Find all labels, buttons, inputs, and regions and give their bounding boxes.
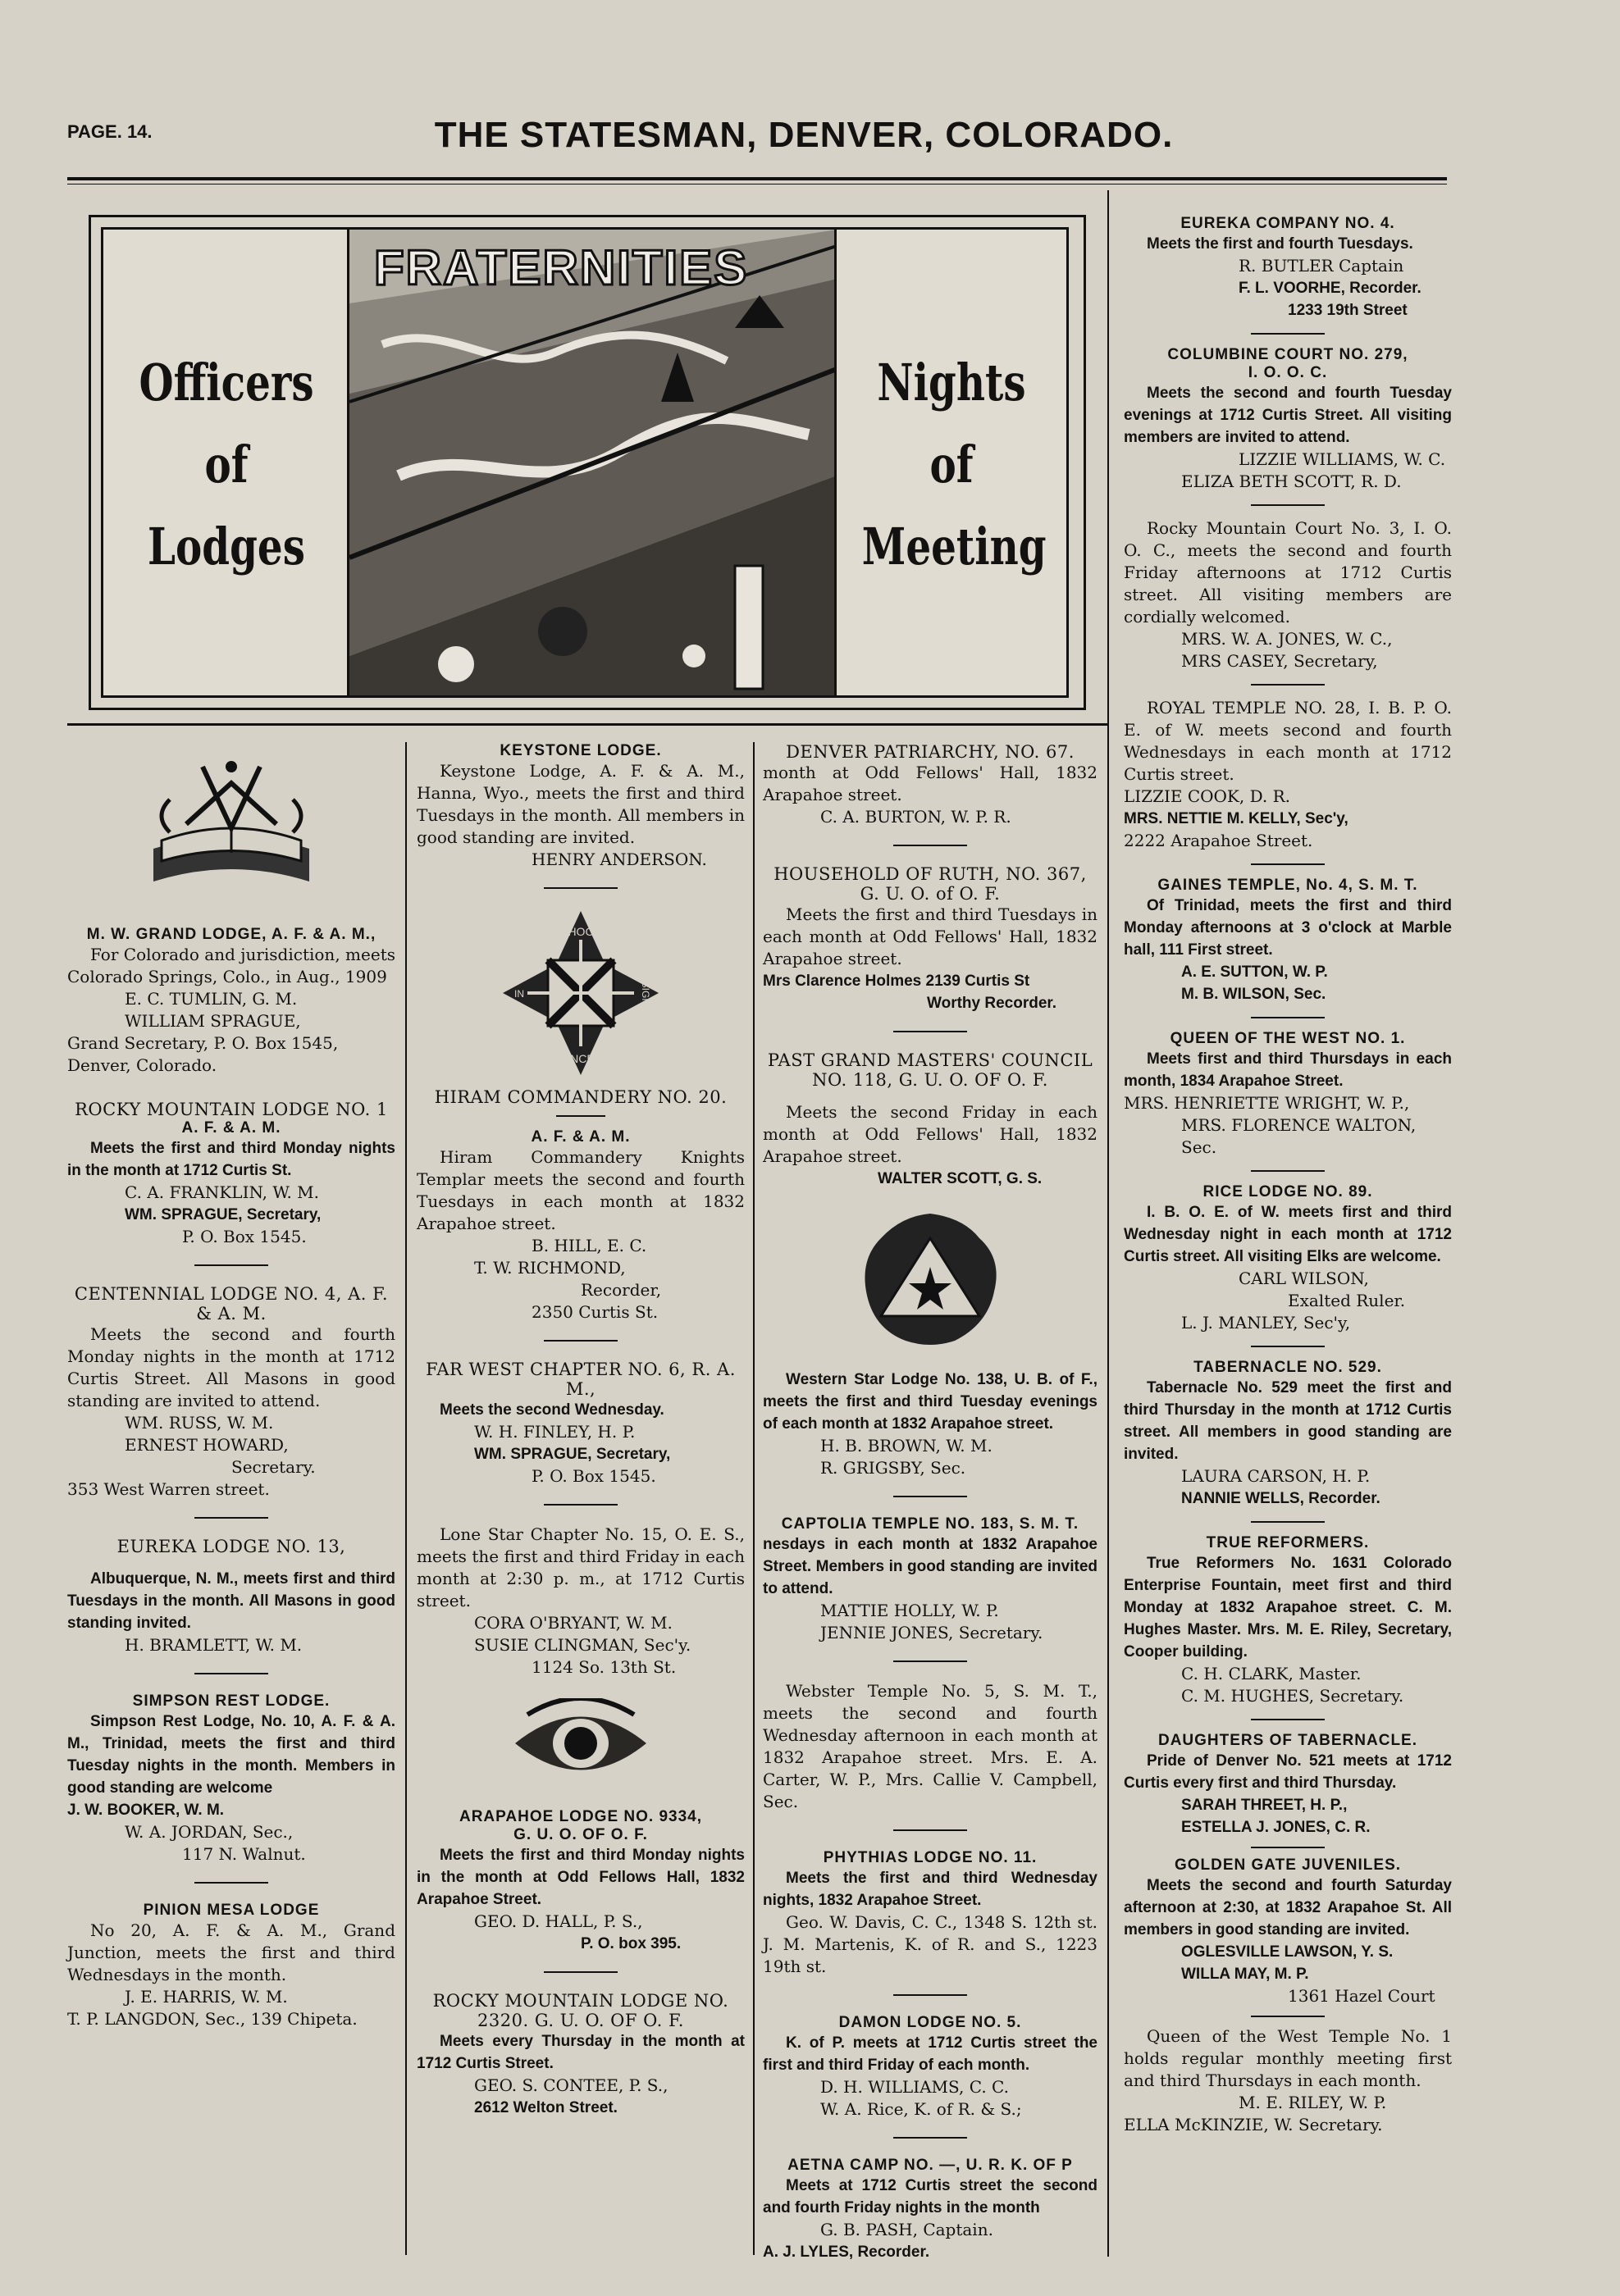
separator — [194, 1517, 268, 1519]
text-eureka-lodge: Albuquerque, N. M., meets first and third Tuesdays in the month. All Masons in good standing invited. — [67, 1570, 395, 1632]
sig-arapahoe-1: GEO. D. HALL, P. S., — [474, 1911, 643, 1931]
sig-captolia-2: JENNIE JONES, Secretary. — [820, 1623, 1043, 1642]
sig-golden-3: 1361 Hazel Court — [1288, 1986, 1435, 2006]
heading-past-grand-masters-2: NO. 118, G. U. O. OF O. F. — [812, 1070, 1048, 1090]
separator — [893, 1031, 967, 1032]
sig-simpson-2: W. A. JORDAN, Sec., — [125, 1822, 294, 1842]
separator — [544, 887, 618, 889]
text-royal-temple: ROYAL TEMPLE NO. 28, I. B. P. O. E. of W. meets second and fourth Wednesdays in each month at 1712 Curtis street. — [1124, 698, 1452, 784]
sig-queenwest-1: M. E. RILEY, W. P. — [1239, 2093, 1387, 2112]
separator — [1251, 2016, 1325, 2017]
text-gaines-temple: Of Trinidad, meets the first and third Monday afternoons at 3 o'clock at Marble hall, 111 First street. — [1124, 897, 1452, 959]
sig-queen-1: MRS. HENRIETTE WRIGHT, W. P., — [1124, 1093, 1410, 1113]
separator — [1251, 333, 1325, 335]
masthead-rule — [67, 177, 1447, 180]
sig-pastgm-1: WALTER SCOTT, G. S. — [878, 1170, 1043, 1187]
text-phythias-lodge-2: Geo. W. Davis, C. C., 1348 S. 12th st. J. M. Martenis, K. of R. and S., 1223 19th st. — [763, 1912, 1097, 1976]
sig-daughters-1: SARAH THREET, H. P., — [1181, 1797, 1348, 1814]
text-queen-of-the-west: Meets first and third Thursdays in each month, 1834 Arapahoe Street. — [1124, 1050, 1452, 1090]
sig-queen-2: MRS. FLORENCE WALTON, Sec. — [1181, 1115, 1417, 1157]
all-seeing-eye-icon — [511, 1698, 650, 1788]
text-denver-patriarchy: month at Odd Fellows' Hall, 1832 Arapahoe street. — [763, 763, 1097, 804]
sig-aetna-2: A. J. LYLES, Recorder. — [763, 2244, 930, 2261]
heading-pinion-mesa-lodge: PINION MESA LODGE — [143, 1902, 320, 1919]
heading-damon-lodge: DAMON LODGE NO. 5. — [838, 2014, 1022, 2031]
sig-true-1: C. H. CLARK, Master. — [1181, 1664, 1362, 1683]
heading-eureka-company: EUREKA COMPANY NO. 4. — [1180, 215, 1395, 232]
column-3 — [763, 742, 1097, 2263]
text-western-star-lodge: Western Star Lodge No. 138, U. B. of F., meets the first and third Tuesday evenings of each month at 1832 Arapahoe street. — [763, 1371, 1097, 1433]
heading-arapahoe-lodge-2: G. U. O. OF O. F. — [513, 1826, 648, 1843]
sig-rocky-3: P. O. Box 1545. — [182, 1227, 307, 1246]
text-rocky-mountain-court: Rocky Mountain Court No. 3, I. O. O. C., meets the second and fourth Friday afternoons at 1712 Curtis street. All visiting members are cordially welcomed. — [1124, 518, 1452, 626]
masonic-bible-icon — [137, 750, 326, 906]
sig-western-1: H. B. BROWN, W. M. — [820, 1436, 993, 1456]
banner-right-line-3: Meeting — [861, 517, 1047, 576]
text-phythias-lodge: Meets the first and third Wednesday nights, 1832 Arapahoe Street. — [763, 1870, 1097, 1909]
separator — [1251, 1170, 1325, 1172]
sig-true-2: C. M. HUGHES, Secretary. — [1181, 1686, 1404, 1706]
sig-columbine-1: LIZZIE WILLIAMS, W. C. — [1239, 449, 1446, 469]
sig-rice-1: CARL WILSON, — [1239, 1269, 1369, 1288]
sig-western-2: R. GRIGSBY, Sec. — [820, 1458, 966, 1478]
banner-right-line-2: of — [929, 435, 974, 494]
sig-royal-2: MRS. NETTIE M. KELLY, Sec'y, — [1124, 810, 1348, 827]
sig-hiram-3: Recorder, — [581, 1280, 662, 1300]
sig-gaines-2: M. B. WILSON, Sec. — [1181, 986, 1326, 1003]
heading-golden-gate-juveniles: GOLDEN GATE JUVENILES. — [1174, 1856, 1402, 1874]
sig-captolia-1: MATTIE HOLLY, W. P. — [820, 1601, 999, 1620]
separator — [893, 1829, 967, 1831]
column-rule-3 — [753, 742, 755, 2255]
sig-simpson-1: J. W. BOOKER, W. M. — [67, 1802, 225, 1819]
sig-lonestar-1: CORA O'BRYANT, W. M. — [474, 1613, 673, 1633]
text-columbine-court: Meets the second and fourth Tuesday evenings at 1712 Curtis Street. All visiting members are invited to attend. — [1124, 385, 1452, 446]
heading-household-of-ruth: HOUSEHOLD OF RUTH, NO. 367, — [773, 864, 1087, 884]
sig-gaines-1: A. E. SUTTON, W. P. — [1181, 963, 1328, 981]
column-4 — [1124, 215, 1452, 2136]
sig-eurekaco-1: R. BUTLER Captain — [1239, 256, 1404, 276]
column-rule-4 — [1107, 190, 1109, 2257]
heading-columbine-court: COLUMBINE COURT NO. 279, — [1167, 346, 1408, 363]
sig-grand-lodge-2: WILLIAM SPRAGUE, — [125, 1011, 301, 1031]
sig-columbine-2: ELIZA BETH SCOTT, R. D. — [1181, 472, 1402, 491]
text-pinion-mesa-lodge: No 20, A. F. & A. M., Grand Junction, meets the first and third Wednesdays in the month. — [67, 1920, 395, 1984]
emblem-word-hoc: HOC — [568, 925, 594, 938]
sig-centennial-1: WM. RUSS, W. M. — [125, 1413, 274, 1433]
heading-eureka-lodge: EUREKA LODGE NO. 13, — [116, 1537, 346, 1556]
text-past-grand-masters: Meets the second Friday in each month at Odd Fellows' Hall, 1832 Arapahoe street. — [763, 1102, 1097, 1166]
sig-hiram-2: T. W. RICHMOND, — [474, 1258, 626, 1278]
banner-art-title: FRATERNITIES — [374, 240, 749, 295]
heading-phythias-lodge: PHYTHIAS LODGE NO. 11. — [823, 1849, 1038, 1866]
text-simpson-rest-lodge: Simpson Rest Lodge, No. 10, A. F. & A. M., Trinidad, meets the first and third Tuesday nights in the month. Members in good standing are welcome — [67, 1713, 395, 1797]
sig-centennial-3: Secretary. — [231, 1457, 316, 1477]
banner-left-line-2: of — [204, 435, 249, 494]
sig-keystone-1: HENRY ANDERSON. — [532, 850, 707, 869]
sig-ruth-2: Worthy Recorder. — [927, 995, 1057, 1012]
heading-arapahoe-lodge: ARAPAHOE LODGE NO. 9334, — [459, 1808, 703, 1825]
banner-left-line-1: Officers — [139, 353, 314, 412]
sig-lonestar-3: 1124 So. 13th St. — [532, 1657, 677, 1677]
sig-pinion-1: J. E. HARRIS, W. M. — [125, 1987, 288, 2007]
heading-past-grand-masters: PAST GRAND MASTERS' COUNCIL — [767, 1050, 1093, 1070]
sig-rice-2: Exalted Ruler. — [1288, 1291, 1406, 1310]
sig-tabernacle-1: LAURA CARSON, H. P. — [1181, 1466, 1371, 1486]
sig-rockyof-2: 2612 Welton Street. — [474, 2099, 618, 2116]
heading-aetna-camp: AETNA CAMP NO. —, U. R. K. OF P — [787, 2157, 1073, 2174]
separator — [893, 1496, 967, 1497]
newspaper-title: THE STATESMAN, DENVER, COLORADO. — [434, 115, 1174, 155]
sig-arapahoe-2: P. O. box 395. — [581, 1935, 682, 1952]
sig-simpson-3: 117 N. Walnut. — [182, 1844, 306, 1864]
sig-lonestar-2: SUSIE CLINGMAN, Sec'y. — [474, 1635, 691, 1655]
text-hiram-commandery: Hiram Commandery Knights Templar meets the second and fourth Tuesdays in each month at 1832 Arapahoe street. — [417, 1147, 745, 1233]
text-arapahoe-lodge: Meets the first and third Monday nights in the month at Odd Fellows Hall, 1832 Arapahoe Street. — [417, 1847, 745, 1908]
separator — [1251, 1521, 1325, 1523]
separator — [194, 1673, 268, 1674]
text-centennial-lodge: Meets the second and fourth Monday nights in the month at 1712 Curtis Street. All Masons in good standing are invited to attend. — [67, 1324, 395, 1410]
separator — [1251, 1017, 1325, 1018]
western-star-emblem-icon — [856, 1210, 1004, 1349]
sig-eurekaco-2: F. L. VOORHE, Recorder. — [1239, 280, 1421, 297]
heading-denver-patriarchy: DENVER PATRIARCHY, NO. 67. — [786, 742, 1075, 762]
heading-columbine-court-2: I. O. O. C. — [1248, 364, 1328, 381]
sig-pinion-2: T. P. LANGDON, Sec., 139 Chipeta. — [67, 2009, 358, 2029]
text-webster-temple: Webster Temple No. 5, S. M. T., meets the second and fourth Wednesday afternoon in each month at 1832 Arapahoe street. Mrs. E. A. Carter, W. P., Mrs. Callie V. Campbell, Sec. — [763, 1681, 1097, 1811]
text-aetna-camp: Meets at 1712 Curtis street the second and fourth Friday nights in the month — [763, 2177, 1097, 2216]
separator — [194, 1882, 268, 1884]
sig-hiram-4: 2350 Curtis St. — [532, 1302, 659, 1322]
sig-farwest-3: P. O. Box 1545. — [532, 1466, 656, 1486]
sig-ruth-1: Mrs Clarence Holmes 2139 Curtis St — [763, 973, 1030, 990]
sig-centennial-2: ERNEST HOWARD, — [125, 1435, 289, 1455]
sig-golden-2: WILLA MAY, M. P. — [1181, 1966, 1309, 1983]
separator — [544, 1504, 618, 1506]
separator — [893, 845, 967, 846]
separator — [1251, 504, 1325, 506]
sig-rockycourt-1: MRS. W. A. JONES, W. C., — [1181, 629, 1393, 649]
column-rule-2 — [405, 742, 407, 2255]
heading-hiram-commandery: HIRAM COMMANDERY NO. 20. — [434, 1087, 728, 1107]
text-daughters-of-tabernacle: Pride of Denver No. 521 meets at 1712 Curtis every first and third Thursday. — [1124, 1752, 1452, 1792]
text-queen-west-temple: Queen of the West Temple No. 1 holds regular monthly meeting first and third Thursdays in each month. — [1124, 2026, 1452, 2090]
text-rice-lodge: I. B. O. E. of W. meets first and third Wednesday night in each month at 1712 Curtis street. All visiting Elks are welcome. — [1124, 1204, 1452, 1265]
emblem-word-in: IN — [514, 988, 524, 1000]
separator — [544, 1340, 618, 1342]
sig-eurekaco-3: 1233 19th Street — [1288, 302, 1408, 319]
banner-artwork — [349, 230, 837, 695]
sig-rockycourt-2: MRS CASEY, Secretary, — [1181, 651, 1378, 671]
text-golden-gate-juveniles: Meets the second and fourth Saturday afternoon at 2:30, at 1832 Arapahoe St. All members in good standing are invited. — [1124, 1877, 1452, 1938]
heading-rocky-mountain-lodge-2: A. F. & A. M. — [181, 1119, 281, 1137]
heading-rice-lodge: RICE LODGE NO. 89. — [1202, 1183, 1373, 1200]
text-rocky-mountain-of: Meets every Thursday in the month at 1712 Curtis Street. — [417, 2033, 745, 2072]
sig-queenwest-2: ELLA McKINZIE, W. Secretary. — [1124, 2115, 1383, 2134]
fraternities-illustration — [347, 227, 839, 698]
separator — [893, 2137, 967, 2139]
text-lone-star-chapter: Lone Star Chapter No. 15, O. E. S., meets the first and third Friday in each month at 2:30 p. m., at 1712 Curtis street. — [417, 1524, 745, 1610]
heading-captolia-temple: CAPTOLIA TEMPLE NO. 183, S. M. T. — [781, 1515, 1079, 1533]
page-number: PAGE. 14. — [67, 121, 153, 142]
sig-royal-1: LIZZIE COOK, D. R. — [1124, 786, 1291, 806]
heading-queen-of-the-west: QUEEN OF THE WEST NO. 1. — [1170, 1030, 1406, 1047]
banner-right-line-1: Nights — [877, 353, 1026, 412]
sig-eureka-1: H. BRAMLETT, W. M. — [125, 1635, 303, 1655]
banner-bottom-rule — [67, 723, 1109, 726]
sig-aetna-1: G. B. PASH, Captain. — [820, 2220, 993, 2239]
text-captolia-temple: nesdays in each month at 1832 Arapahoe Street. Members in good standing are invited to attend. — [763, 1536, 1097, 1597]
sig-golden-1: OGLESVILLE LAWSON, Y. S. — [1181, 1943, 1394, 1961]
separator — [194, 1264, 268, 1266]
sig-hiram-1: B. HILL, E. C. — [532, 1236, 647, 1255]
sig-royal-3: 2222 Arapahoe Street. — [1124, 831, 1313, 850]
heading-rocky-mountain-lodge: ROCKY MOUNTAIN LODGE NO. 1 — [75, 1100, 388, 1119]
separator — [893, 1994, 967, 1996]
sig-centennial-4: 353 West Warren street. — [67, 1479, 270, 1499]
separator — [1251, 863, 1325, 865]
heading-simpson-rest-lodge: SIMPSON REST LODGE. — [132, 1692, 331, 1710]
sig-farwest-1: W. H. FINLEY, H. P. — [474, 1422, 636, 1442]
sig-grand-lodge-1: E. C. TUMLIN, G. M. — [125, 989, 298, 1009]
column-2 — [417, 742, 745, 2119]
sig-rocky-2: WM. SPRAGUE, Secretary, — [125, 1206, 322, 1223]
heading-centennial-lodge-2: & A. M. — [196, 1304, 267, 1323]
separator — [1251, 1719, 1325, 1720]
banner-right-panel — [834, 227, 1069, 698]
separator — [1251, 1346, 1325, 1347]
sig-farwest-2: WM. SPRAGUE, Secretary, — [474, 1446, 671, 1463]
heading-tabernacle: TABERNACLE NO. 529. — [1193, 1359, 1382, 1376]
heading-daughters-of-tabernacle: DAUGHTERS OF TABERNACLE. — [1157, 1732, 1418, 1749]
text-damon-lodge: K. of P. meets at 1712 Curtis street the first and third Friday of each month. — [763, 2034, 1097, 2074]
knights-templar-cross-icon — [499, 907, 663, 1079]
sig-denver-1: C. A. BURTON, W. P. R. — [820, 807, 1011, 827]
heading-household-of-ruth-2: G. U. O. of O. F. — [860, 884, 1001, 904]
fraternities-banner — [89, 215, 1086, 710]
separator — [1251, 684, 1325, 686]
banner-left-line-3: Lodges — [148, 517, 305, 576]
text-far-west-chapter: Meets the second Wednesday. — [440, 1401, 664, 1419]
text-true-reformers: True Reformers No. 1631 Colorado Enterprise Fountain, meet first and third Monday at 1832 Arapahoe street. C. M. Hughes Master. Mrs. M. E. Riley, Secretary, Cooper building. — [1124, 1555, 1452, 1660]
heading-true-reformers: TRUE REFORMERS. — [1206, 1534, 1370, 1551]
separator — [544, 1971, 618, 1973]
column-1 — [67, 742, 395, 2030]
sig-grand-lodge-3: Grand Secretary, P. O. Box 1545, Denver, Colorado. — [67, 1033, 339, 1075]
sig-daughters-2: ESTELLA J. JONES, C. R. — [1181, 1819, 1371, 1836]
text-tabernacle: Tabernacle No. 529 meet the first and third Thursday in the month at 1712 Curtis street. All members in good standing are invited. — [1124, 1379, 1452, 1463]
sig-rockyof-1: GEO. S. CONTEE, P. S., — [474, 2075, 669, 2095]
text-keystone-lodge: Keystone Lodge, A. F. & A. M., Hanna, Wyo., meets the first and third Tuesdays in the month. All members in good standing are invited. — [417, 761, 745, 847]
heading-keystone-lodge: KEYSTONE LODGE. — [500, 742, 662, 759]
heading-centennial-lodge: CENTENNIAL LODGE NO. 4, A. F. — [74, 1284, 389, 1304]
heading-grand-lodge: M. W. GRAND LODGE, A. F. & A. M., — [86, 926, 376, 943]
heading-hiram-commandery-2: A. F. & A. M. — [531, 1128, 631, 1146]
sig-rice-3: L. J. MANLEY, Sec'y, — [1181, 1313, 1351, 1332]
heading-gaines-temple: GAINES TEMPLE, No. 4, S. M. T. — [1157, 877, 1418, 894]
separator — [893, 1660, 967, 1662]
text-rocky-mountain-lodge: Meets the first and third Monday nights in the month at 1712 Curtis St. — [67, 1140, 395, 1179]
banner-left-panel — [101, 227, 352, 698]
heading-far-west-chapter: FAR WEST CHAPTER NO. 6, R. A. M., — [426, 1360, 736, 1399]
separator — [1251, 1847, 1325, 1848]
text-household-of-ruth: Meets the first and third Tuesdays in each month at Odd Fellows' Hall, 1832 Arapahoe street. — [763, 904, 1097, 968]
emblem-word-signo: SIGNO — [640, 981, 651, 1014]
heading-rocky-mountain-of-2: 2320. G. U. O. OF O. F. — [477, 2011, 684, 2030]
sig-tabernacle-2: NANNIE WELLS, Recorder. — [1181, 1490, 1380, 1507]
sig-rocky-1: C. A. FRANKLIN, W. M. — [125, 1182, 320, 1202]
emblem-word-vinces: VINCES — [559, 1052, 603, 1065]
heading-rocky-mountain-of: ROCKY MOUNTAIN LODGE NO. — [432, 1991, 729, 2011]
text-grand-lodge: For Colorado and jurisdiction, meets Colorado Springs, Colo., in Aug., 1909 — [67, 945, 395, 986]
text-eureka-company: Meets the first and fourth Tuesdays. — [1147, 235, 1413, 253]
sig-damon-2: W. A. Rice, K. of R. & S.; — [820, 2099, 1022, 2119]
separator — [556, 1115, 605, 1117]
sig-damon-1: D. H. WILLIAMS, C. C. — [820, 2077, 1009, 2097]
